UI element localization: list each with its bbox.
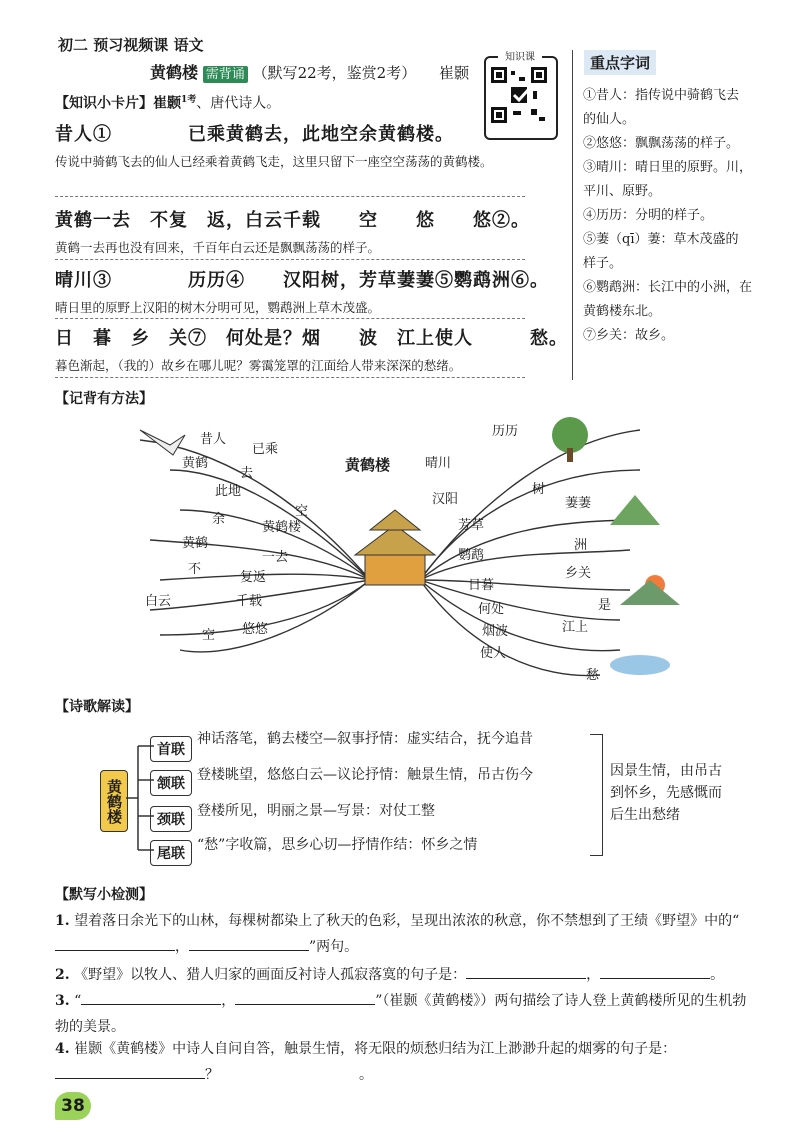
qr-label: 知识课 [498, 48, 542, 63]
mm-right-11: 是 [598, 598, 612, 613]
mm-left-10: 不 [188, 562, 202, 577]
analysis-tag-3: 颈联 [150, 806, 192, 832]
mm-left-5: 空 [295, 504, 309, 519]
analysis-text-2: 登楼眺望，悠悠白云—议论抒情：触景生情，吊古伤今 [197, 767, 533, 783]
key-point: ②悠悠：飘飘荡荡的样子。 [583, 136, 740, 151]
mm-left-7: 黄鹤楼 [262, 520, 302, 535]
quiz-number: 1. [55, 913, 70, 929]
mm-right-9: 乡关 [565, 566, 592, 581]
mm-right-10: 何处 [478, 602, 505, 617]
key-point: ⑥鹦鹉洲：长江中的小洲，在 [583, 280, 753, 295]
card-label: 【知识小卡片】 [55, 95, 153, 112]
method-label: 【记背有方法】 [55, 391, 153, 407]
poem-line-2: 黄鹤一去 不复 返，白云千载 空 悠 悠②。 [55, 210, 530, 231]
mm-right-13: 江上 [562, 620, 589, 635]
mm-left-13: 千载 [236, 594, 263, 609]
mm-right-12: 烟波 [482, 624, 509, 639]
key-point: ①昔人：指传说中骑鹤飞去 [583, 88, 740, 103]
poem-title: 黄鹤楼 [150, 63, 199, 82]
mm-right-14: 使人 [480, 646, 507, 661]
qr-icon [491, 67, 547, 123]
card-sup: 1考 [181, 95, 197, 105]
mountain-icon [610, 495, 660, 525]
mind-map-center: 黄鹤楼 [345, 456, 391, 474]
quiz-item-3: 3. “ ， ”（崔颢《黄鹤楼》）两句描绘了诗人登上黄鹤楼所见的生机勃勃的美景。 [55, 988, 755, 1040]
mm-left-12: 白云 [145, 594, 172, 609]
tree-icon [552, 417, 588, 462]
mm-left-9: 一去 [262, 550, 289, 565]
exam-note: （默写22考，鉴赏2考） [252, 64, 417, 82]
analysis-text-4: “愁”字收篇，思乡心切—抒情作结：怀乡之情 [197, 837, 478, 853]
quiz-number: 3. [55, 993, 70, 1009]
analysis-label: 【诗歌解读】 [55, 699, 139, 715]
quiz-text: 崔颢《黄鹤楼》中诗人自问自答，触景生情，将无限的烦愁归结为江上渺渺升起的烟雾的句子是： [74, 1041, 677, 1057]
poem-line-3: 晴川③ 历历④ 汉阳树，芳草萋萋⑤鹦鹉洲⑥。 [55, 270, 549, 291]
mm-left-6: 余 [212, 512, 226, 527]
mm-left-1: 已乘 [252, 442, 279, 457]
quiz-text: 《野望》以牧人、猎人归家的画面反衬诗人孤寂落寞的句子是： [74, 967, 467, 983]
mm-left-4: 此地 [215, 484, 242, 499]
answer-blank[interactable] [235, 990, 375, 1005]
key-point: 的仙人。 [583, 112, 636, 127]
card-author: 崔颢 [153, 95, 181, 112]
quiz-tail: ”（崔颢《黄鹤楼》）两句描绘了诗人登上黄鹤楼所见的生机勃勃的美景。 [55, 993, 747, 1035]
crane-icon [140, 430, 185, 455]
key-point: ③晴川：晴日里的原野。川， [583, 160, 753, 175]
poem-title-line [150, 60, 469, 83]
quiz-number: 4. [55, 1041, 70, 1057]
quiz-label: 【默写小检测】 [55, 887, 153, 903]
analysis-root: 黄鹤楼 [100, 770, 128, 832]
poem-author: 崔颢 [439, 64, 470, 82]
analysis-text-1: 神话落笔，鹤去楼空—叙事抒情：虚实结合，抚今追昔 [197, 731, 533, 747]
quiz-number: 2. [55, 967, 70, 983]
key-points-title: 重点字词 [584, 50, 656, 75]
analysis-summary: 因景生情，由吊古到怀乡，先感慨而后生出愁绪 [610, 763, 722, 823]
recite-badge: 需背诵 [203, 66, 248, 83]
key-points-list [583, 84, 773, 348]
mm-right-0: 晴川 [425, 456, 452, 471]
analysis-tag-2: 颔联 [150, 770, 192, 796]
mm-left-11: 复返 [240, 570, 267, 585]
key-point: 平川、原野。 [583, 184, 662, 199]
river-icon [610, 655, 670, 675]
mm-left-8: 黄鹤 [182, 536, 209, 551]
mm-right-15: 愁 [586, 668, 600, 683]
analysis-tag-4: 尾联 [150, 840, 192, 866]
answer-blank[interactable] [189, 936, 309, 951]
analysis-tag-1: 首联 [150, 736, 192, 762]
header-grade: 初二 预习视频课 语文 [58, 36, 204, 54]
card-dynasty: 、唐代诗人。 [196, 95, 281, 112]
mm-right-6: 鹦鹉 [458, 548, 485, 563]
mm-right-3: 树 [532, 482, 546, 497]
poem-line-1: 昔人① 已乘黄鹤去，此地空余黄鹤楼。 [55, 124, 454, 145]
key-point: ⑦乡关：故乡。 [583, 328, 675, 343]
quiz-tail: ”两句。 [309, 939, 359, 955]
quiz-tail: ？ 。 [205, 1067, 373, 1083]
mm-left-2: 黄鹤 [182, 456, 209, 471]
mm-right-8: 日暮 [468, 578, 495, 593]
quiz-text: 望着落日余光下的山林，每棵树都染上了秋天的色彩，呈现出浓浓的秋意，你不禁想到了王绩《野望》中的“ [74, 913, 740, 929]
pavilion-icon [355, 510, 435, 585]
mm-right-1: 历历 [492, 424, 519, 439]
analysis-text-3: 登楼所见，明丽之景—写景：对仗工整 [197, 803, 435, 819]
quiz-item-2: 2. 《野望》以牧人、猎人归家的画面反衬诗人孤寂落寞的句子是： ， 。 [55, 962, 765, 988]
mm-right-5: 萋萋 [565, 496, 592, 511]
mm-right-7: 洲 [574, 538, 588, 553]
quiz-tail: 。 [710, 967, 725, 983]
knowledge-card [55, 92, 280, 113]
translation-1: 传说中骑鹤飞去的仙人已经乘着黄鹤飞走，这里只留下一座空空荡荡的黄鹤楼。 [55, 154, 493, 169]
poem-line-4: 日 暮 乡 关⑦ 何处是？烟 波 江上使人 愁。 [55, 328, 568, 349]
answer-blank[interactable] [466, 964, 586, 979]
mm-left-3: 去 [240, 466, 254, 481]
answer-blank[interactable] [81, 990, 221, 1005]
answer-blank[interactable] [600, 964, 710, 979]
mm-left-15: 悠悠 [242, 622, 269, 637]
quiz-item-1: 1. 望着落日余光下的山林，每棵树都染上了秋天的色彩，呈现出浓浓的秋意，你不禁想到了王绩《野望》中的“， ”两句。 [55, 913, 740, 955]
translation-4: 暮色渐起，（我的）故乡在哪儿呢？雾霭笼罩的江面给人带来深深的愁绪。 [55, 358, 462, 373]
qr-code[interactable] [484, 52, 558, 140]
answer-blank[interactable] [55, 1064, 205, 1079]
key-point: ⑤萋（qī）萋：草木茂盛的 [583, 232, 739, 247]
quiz-text: “ [74, 993, 82, 1009]
mm-left-14: 空 [202, 628, 216, 643]
mm-right-2: 汉阳 [432, 492, 459, 507]
translation-2: 黄鹤一去再也没有回来，千百年白云还是飘飘荡荡的样子。 [55, 240, 381, 255]
key-point: 黄鹤楼东北。 [583, 304, 662, 319]
mm-right-4: 芳草 [458, 518, 485, 533]
answer-blank[interactable] [55, 936, 175, 951]
page-number: 38 [55, 1092, 91, 1120]
translation-3: 晴日里的原野上汉阳的树木分明可见，鹦鹉洲上草木茂盛。 [55, 300, 381, 315]
key-point: ④历历：分明的样子。 [583, 208, 714, 223]
mm-left-0: 昔人 [200, 432, 227, 447]
key-point: 样子。 [583, 256, 623, 271]
summary-bracket [590, 734, 603, 856]
quiz-item-4 [55, 1036, 765, 1088]
